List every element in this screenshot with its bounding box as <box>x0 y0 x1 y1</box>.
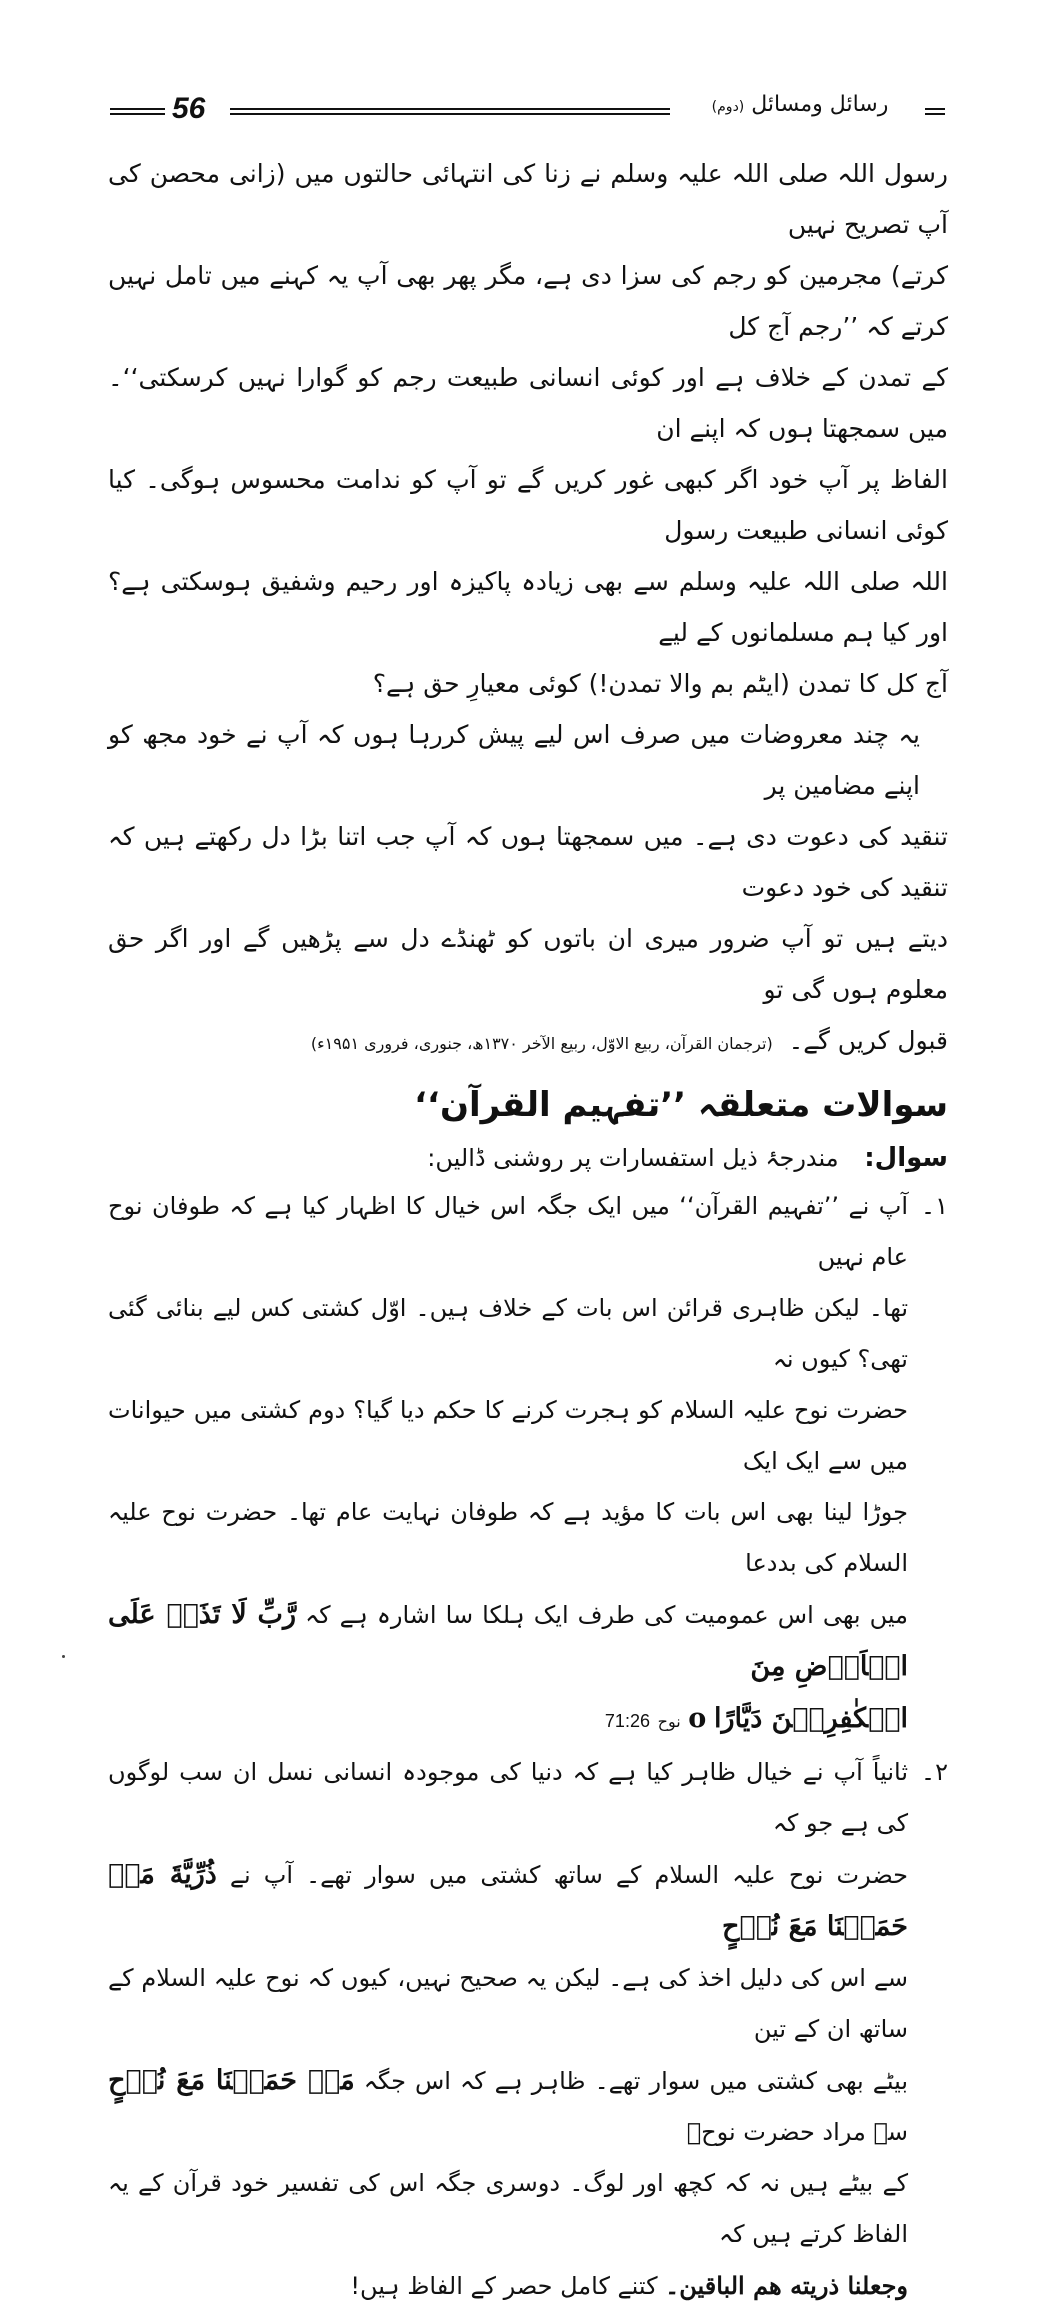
source-citation: (ترجمان القرآن، ربیع الاوّل، ربیع الآخر ۱۳۷۰ھ، جنوری، فروری ۱۹۵۱ء) <box>310 1034 773 1053</box>
verse-reference-number: 71:26 <box>604 1711 650 1731</box>
closing-line <box>108 2260 948 2312</box>
paragraph-2 <box>108 709 948 1069</box>
ayah-end-mark: o <box>688 1703 707 1734</box>
text-line: جوڑا لینا بھی اس بات کا مؤید ہے کہ طوفان نہایت عام تھا۔ حضرت نوح علیہ السلام کی بددعا <box>108 1498 908 1577</box>
paragraph-1 <box>108 148 948 709</box>
text-line: اللہ صلی اللہ علیہ وسلم سے بھی زیادہ پاکیزہ اور رحیم وشفیق ہوسکتی ہے؟ اور کیا ہم مسلمانوں کے لیے <box>108 567 948 647</box>
page-header <box>110 90 945 130</box>
text-line: ثانیاً آپ نے خیال ظاہر کیا ہے کہ دنیا کی موجودہ انسانی نسل ان سب لوگوں کی ہے جو کہ <box>108 1758 908 1837</box>
text-line: دیتے ہیں تو آپ ضرور میری ان باتوں کو ٹھنڈے دل سے پڑھیں گے اور اگر حق معلوم ہوں گی تو <box>108 924 948 1004</box>
text-line: کے بیٹے ہیں نہ کہ کچھ اور لوگ۔ دوسری جگہ اس کی تفسیر خود قرآن کے یہ الفاظ کرتے ہیں کہ <box>108 2169 908 2248</box>
page-number: 56 <box>172 92 206 125</box>
text-line: کے تمدن کے خلاف ہے اور کوئی انسانی طبیعت رجم کو گوارا نہیں کرسکتی‘‘۔ میں سمجھتا ہوں کہ اپنے ان <box>108 363 948 443</box>
text-line: حضرت نوح علیہ السلام کو ہجرت کرنے کا حکم دیا گیا؟ دوم کشتی میں حیوانات میں سے ایک ایک <box>108 1396 908 1475</box>
running-title-volume: (دوم) <box>711 99 745 115</box>
text-fragment: سے مراد حضرت نوحؑ <box>686 2118 908 2146</box>
text-line: آپ نے ’’تفہیم القرآن‘‘ میں ایک جگہ اس خیال کا اظہار کیا ہے کہ طوفان نوح عام نہیں <box>108 1192 908 1271</box>
text-line: سے اس کی دلیل اخذ کی ہے۔ لیکن یہ صحیح نہیں، کیوں کہ نوح علیہ السلام کے ساتھ ان کے تین <box>108 1964 908 2043</box>
quran-verse-inline: رَّبِّ لَا تَذَرۡ عَلَى الۡاَرۡضِ مِنَ <box>108 1599 908 1682</box>
question-text: مندرجۂ ذیل استفسارات پر روشنی ڈالیں: <box>427 1144 839 1172</box>
quran-verse-line <box>108 1693 908 1747</box>
text-line: کرتے) مجرمین کو رجم کی سزا دی ہے، مگر پھر بھی آپ یہ کہنے میں تامل نہیں کرتے کہ ’’رجم آج کل <box>108 261 948 341</box>
text-line-with-quran <box>108 1589 908 1693</box>
header-rule-right <box>925 108 945 115</box>
text-line: آج کل کا تمدن (ایٹم بم والا تمدن!) کوئی معیارِ حق ہے؟ <box>372 669 948 698</box>
quran-verse-inline: مَنۡ حَمَلۡنَا مَعَ نُوۡحٍ <box>108 2065 355 2096</box>
quran-verse-inline: وجعلنا ذریته هم الباقین۔ <box>665 2271 908 2300</box>
quran-verse: الۡكٰفِرِيۡنَ دَيَّارًا <box>713 1703 908 1734</box>
header-rule-middle <box>230 108 670 115</box>
text-fragment: بیٹے بھی کشتی میں سوار تھے۔ ظاہر ہے کہ اس جگہ <box>363 2067 908 2095</box>
text-fragment: قبول کریں گے۔ <box>788 1026 948 1055</box>
list-item-1 <box>108 1181 948 1747</box>
scan-speck <box>62 1655 65 1658</box>
page-content <box>108 148 948 2312</box>
text-line-with-quran <box>108 2055 908 2158</box>
text-line: الفاظ پر آپ خود اگر کبھی غور کریں گے تو آپ کو ندامت محسوس ہوگی۔ کیا کوئی انسانی طبیعت رسول <box>108 465 948 545</box>
text-line: تنقید کی دعوت دی ہے۔ میں سمجھتا ہوں کہ آپ جب اتنا بڑا دل رکھتے ہیں کہ تنقید کی خود دعوت <box>108 822 948 902</box>
question-label: سوال: <box>864 1143 948 1173</box>
quran-verse-inline: ذُرِّيَّةَ مَنۡ حَمَلۡنَا مَعَ نُوۡحٍ <box>108 1859 908 1942</box>
running-title <box>680 92 920 117</box>
text-line-with-quran <box>108 1849 908 1953</box>
question-intro <box>108 1135 948 1181</box>
header-rule-left <box>110 108 165 115</box>
text-fragment: حضرت نوح علیہ السلام کے ساتھ کشتی میں سوار تھے۔ آپ نے <box>229 1861 909 1889</box>
text-line: تھا۔ لیکن ظاہری قرائن اس بات کے خلاف ہیں۔ اوّل کشتی کس لیے بنائی گئی تھی؟ کیوں نہ <box>108 1294 908 1373</box>
text-fragment: کتنے کامل حصر کے الفاظ ہیں! <box>350 2272 658 2300</box>
item-number: ۱۔ <box>921 1192 948 1220</box>
list-item-2 <box>108 1747 948 2260</box>
text-fragment: میں بھی اس عمومیت کی طرف ایک ہلکا سا اشارہ ہے کہ <box>305 1601 908 1629</box>
verse-reference-label: نوح <box>657 1712 681 1731</box>
running-title-text: رسائل ومسائل <box>751 92 889 117</box>
text-line: یہ چند معروضات میں صرف اس لیے پیش کررہا ہوں کہ آپ نے خود مجھ کو اپنے مضامین پر <box>108 720 920 800</box>
text-line: رسول اللہ صلی اللہ علیہ وسلم نے زنا کی انتہائی حالتوں میں (زانی محصن کی آپ تصریح نہیں <box>108 159 948 239</box>
text-line-with-citation <box>108 1015 948 1069</box>
section-heading: سوالات متعلقہ ’’تفہیم القرآن‘‘ <box>414 1085 948 1125</box>
item-number: ۲۔ <box>921 1758 948 1786</box>
